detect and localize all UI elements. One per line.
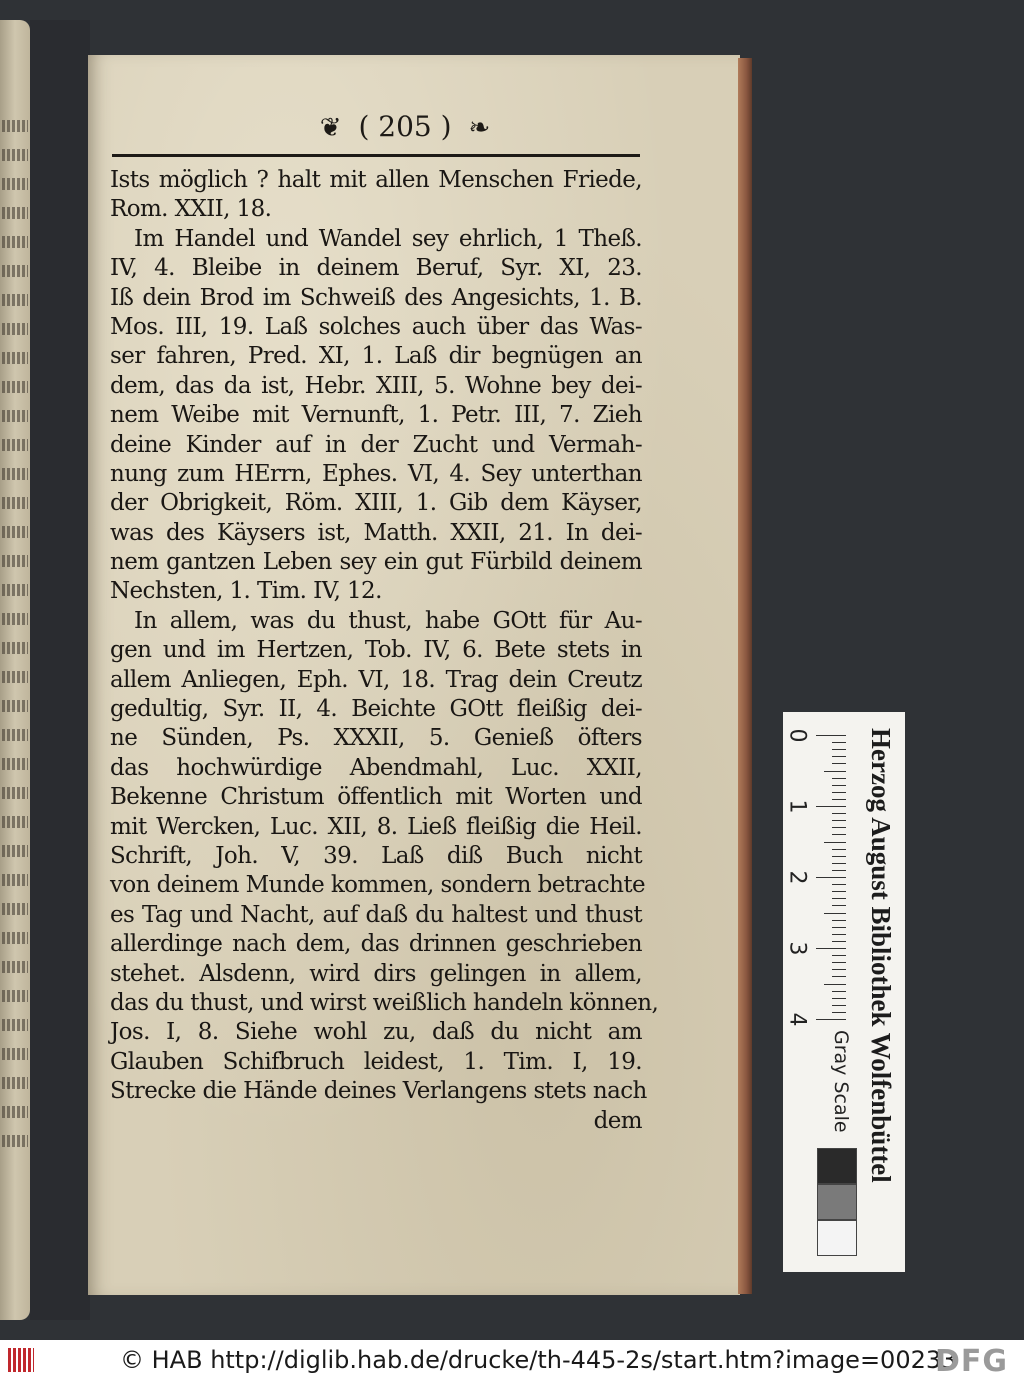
left-page-text-fragment [2, 845, 28, 857]
left-page-text-fragment [2, 323, 28, 335]
ruler-tick [832, 998, 846, 999]
ruler-tick [832, 905, 846, 906]
text-line: gen und im Hertzen, Tob. IV, 6. Bete stets in [110, 637, 642, 664]
gray-swatch-dark [817, 1148, 857, 1184]
text-line: ne Sünden, Ps. XXXII, 5. Genieß öfters [110, 725, 642, 752]
text-line: Schrift, Joh. V, 39. Laß diß Buch nicht [110, 842, 642, 869]
text-line: von deinem Munde kommen, sondern betrachte [110, 872, 646, 899]
ruler-tick [832, 1012, 846, 1013]
ruler [784, 728, 850, 1035]
ruler-number: 1 [784, 799, 810, 814]
catchword: dem [593, 1107, 642, 1134]
text-line: nem gantzen Leben sey ein gut Fürbild deinem [110, 549, 642, 576]
text-line: IV, 4. Bleibe in deinem Beruf, Syr. XI, 23. [110, 255, 642, 282]
text-line: Rom. XXII, 18. [110, 196, 272, 223]
ruler-tick [832, 976, 846, 977]
header-left-ornament-icon: ❦ [319, 113, 342, 143]
ruler-tick [832, 820, 846, 821]
text-line: Strecke die Hände deines Verlangens stets nach [110, 1078, 647, 1105]
text-line: nem Weibe mit Vernunft, 1. Petr. III, 7. Zieh [110, 402, 642, 429]
ruler-tick [832, 742, 846, 743]
text-line: der Obrigkeit, Röm. XIII, 1. Gib dem Käyser, [110, 490, 642, 517]
left-page-text-fragment [2, 642, 28, 654]
left-page-text-fragment [2, 236, 28, 248]
ruler-tick [832, 778, 846, 779]
text-line: nung zum HErrn, Ephes. VI, 4. Sey unterthan [110, 460, 642, 487]
text-line: was des Käysers ist, Matth. XXII, 21. In dei- [110, 519, 642, 546]
text-line: Glauben Schifbruch leidest, 1. Tim. I, 19. [110, 1048, 642, 1075]
text-line: das du thust, und wirst weißlich handeln können, [110, 989, 659, 1016]
left-page-text-fragment [2, 816, 28, 828]
text-line: allerdinge nach dem, das drinnen geschrieben [110, 931, 642, 958]
left-page-text-fragment [2, 381, 28, 393]
citation-link[interactable]: © HAB http://diglib.hab.de/drucke/th-445-2s/start.htm?image=00233 [120, 1346, 957, 1374]
left-page-text-fragment [2, 961, 28, 973]
header-right-ornament-icon: ❧ [468, 113, 491, 143]
left-page-text-fragment [2, 526, 28, 538]
ruler-tick [816, 735, 846, 736]
ruler-tick [832, 962, 846, 963]
left-page-text-fragment [2, 758, 28, 770]
left-page-text-fragment [2, 410, 28, 422]
text-line: stehet. Alsdenn, wird dirs gelingen in allem, [110, 960, 642, 987]
left-page-text-fragment [2, 178, 28, 190]
ruler-tick [832, 991, 846, 992]
left-page-text-fragment [2, 1019, 28, 1031]
left-page-text-fragment [2, 1106, 28, 1118]
header-rule [112, 154, 640, 157]
text-line: In allem, was du thust, habe GOtt für Au- [134, 607, 642, 634]
text-line: deine Kinder auf in der Zucht und Vermah- [110, 431, 642, 458]
left-page-text-fragment [2, 1048, 28, 1060]
text-line: ser fahren, Pred. XI, 1. Laß dir begnügen an [110, 343, 642, 370]
text-line: Iß dein Brod im Schweiß des Angesichts, 1. B. [110, 284, 642, 311]
text-line: Mos. III, 19. Laß solches auch über das Was- [110, 313, 642, 340]
text-line: dem, das da ist, Hebr. XIII, 5. Wohne bey dei- [110, 372, 642, 399]
ruler-tick [816, 1019, 846, 1020]
left-page-text-fragment [2, 207, 28, 219]
ruler-tick [832, 763, 846, 764]
left-page-text-fragment [2, 294, 28, 306]
ruler-tick [832, 955, 846, 956]
ruler-tick [824, 913, 846, 914]
text-line: mit Wercken, Luc. XII, 8. Ließ fleißig die Heil. [110, 813, 642, 840]
left-page-text-fragment [2, 497, 28, 509]
left-page-text-fragment [2, 990, 28, 1002]
page-header [170, 110, 640, 150]
ruler-tick [832, 856, 846, 857]
left-page-text-fragment [2, 874, 28, 886]
ruler-tick [832, 934, 846, 935]
text-line: Bekenne Christum öffentlich mit Worten und [110, 784, 642, 811]
ruler-tick [832, 870, 846, 871]
ruler-tick [832, 941, 846, 942]
ruler-tick [832, 898, 846, 899]
left-page-text-fragment [2, 149, 28, 161]
dfg-logo: DFG [935, 1344, 1009, 1379]
text-line: Jos. I, 8. Siehe wohl zu, daß du nicht am [110, 1019, 642, 1046]
ruler-tick [832, 756, 846, 757]
left-page-text-fragment [2, 584, 28, 596]
ruler-tick [832, 884, 846, 885]
ruler-tick [832, 891, 846, 892]
scale-card-title: Herzog August Bibliothek Wolfenbüttel [866, 728, 896, 1183]
ruler-number: 3 [784, 941, 810, 956]
ruler-tick [832, 927, 846, 928]
left-page-text-fragment [2, 729, 28, 741]
left-page-text-fragment [2, 787, 28, 799]
ruler-tick [832, 1005, 846, 1006]
left-page-text-fragment [2, 671, 28, 683]
footer-bar [0, 1340, 1024, 1380]
ruler-tick [832, 749, 846, 750]
left-page-text-fragment [2, 120, 28, 132]
left-page-text-fragment [2, 1135, 28, 1147]
ruler-tick [832, 969, 846, 970]
left-page-text-fragment [2, 352, 28, 364]
left-page-text-fragment [2, 265, 28, 277]
text-line: Im Handel und Wandel sey ehrlich, 1 Theß. [134, 225, 642, 252]
text-line: gedultig, Syr. II, 4. Beichte GOtt fleißig dei- [110, 696, 642, 723]
left-page-text-fragment [2, 468, 28, 480]
ruler-tick [832, 849, 846, 850]
ruler-tick [832, 785, 846, 786]
left-page-text-fragment [2, 700, 28, 712]
ruler-tick [832, 799, 846, 800]
page-number: ( 205 ) [358, 110, 452, 143]
ruler-tick [816, 877, 846, 878]
ruler-tick [816, 948, 846, 949]
ruler-tick [832, 813, 846, 814]
text-line: Ists möglich ? halt mit allen Menschen Friede, [110, 167, 642, 193]
book-gutter [30, 20, 90, 1320]
gray-scale-label: Gray Scale [830, 1030, 852, 1133]
ruler-tick [824, 842, 846, 843]
text-line: allem Anliegen, Eph. VI, 18. Trag dein Creutz [110, 666, 642, 693]
ruler-tick [824, 984, 846, 985]
left-page-text-fragment [2, 613, 28, 625]
page-edge [738, 58, 752, 1294]
text-line: Nechsten, 1. Tim. IV, 12. [110, 578, 382, 605]
gray-swatch-mid [817, 1184, 857, 1220]
hab-logo-icon [8, 1348, 34, 1372]
ruler-tick [816, 806, 846, 807]
ruler-tick [832, 863, 846, 864]
text-line: es Tag und Nacht, auf daß du haltest und thust [110, 901, 642, 928]
left-neighbor-page [0, 20, 30, 1320]
ruler-number: 0 [784, 728, 810, 743]
ruler-tick [832, 792, 846, 793]
left-page-text-fragment [2, 932, 28, 944]
ruler-tick [832, 920, 846, 921]
text-line: das hochwürdige Abendmahl, Luc. XXII, [110, 754, 642, 781]
ruler-number: 4 [784, 1012, 810, 1027]
ruler-number: 2 [784, 870, 810, 885]
ruler-tick [832, 834, 846, 835]
left-page-text-fragment [2, 555, 28, 567]
left-page-text-fragment [2, 903, 28, 915]
ruler-tick [832, 827, 846, 828]
gray-swatch-light [817, 1220, 857, 1256]
page-text [110, 166, 659, 1136]
left-page-text-fragment [2, 1077, 28, 1089]
ruler-tick [824, 771, 846, 772]
left-page-text-fragment [2, 439, 28, 451]
